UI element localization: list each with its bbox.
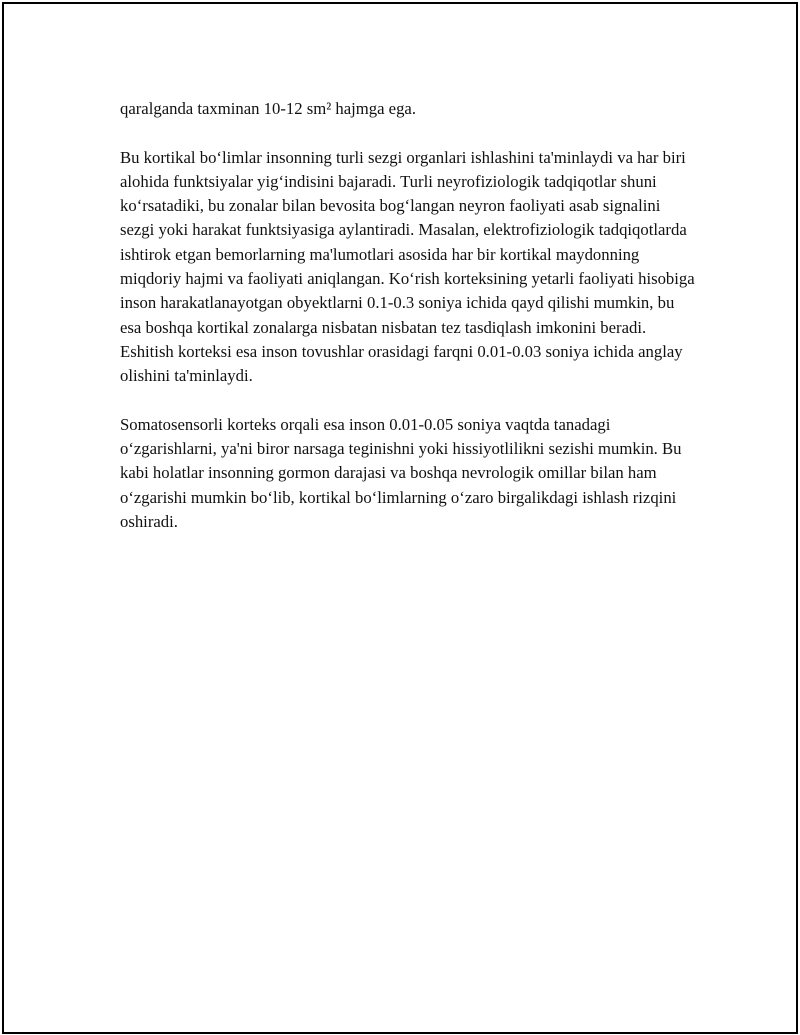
- paragraph-continuation: qaralganda taxminan 10-12 sm² hajmga ega.: [120, 99, 417, 118]
- document-page: [2, 2, 798, 1034]
- paragraph-somatosensory: Somatosensorli korteks orqali esa inson 0.01-0.05 soniya vaqtda tanadagi oʻzgarishlarni, ya'ni biror narsaga teginishni yoki hissiyotlilikni sezishi mumkin. Bu kabi holatlar insonning gormon darajasi va boshqa nevrologik omillar bilan ham oʻzgarishi mumkin boʻlib, kortikal boʻlimlarning oʻzaro birgalikdagi ishlash rizqini oshiradi.: [120, 414, 682, 532]
- document-body: [120, 97, 696, 559]
- paragraph-cortical-sections: Bu kortikal boʻlimlar insonning turli sezgi organlari ishlashini ta'minlaydi va har biri alohida funktsiyalar yigʻindisini bajaradi. Turli neyrofiziologik tadqiqotlar shuni koʻrsatadiki, bu zonalar bilan bevosita bogʻlangan neyron faoliyati asab signalini sezgi yoki harakat funktsiyasiga aylantiradi. Masalan, elektrofiziologik tadqiqotlarda ishtirok etgan bemorlarning ma'lumotlari asosida har bir kortikal maydonning miqdoriy hajmi va faoliyati aniqlangan. Koʻrish korteksining yetarli faoliyati hisobiga inson harakatlanayotgan obyektlarni 0.1-0.3 soniya ichida qayd qilishi mumkin, bu esa boshqa kortikal zonalarga nisbatan nisbatan tez tasdiqlash imkonini beradi. Eshitish korteksi esa inson tovushlar orasidagi farqni 0.01-0.03 soniya ichida anglay olishini ta'minlaydi.: [120, 147, 695, 386]
